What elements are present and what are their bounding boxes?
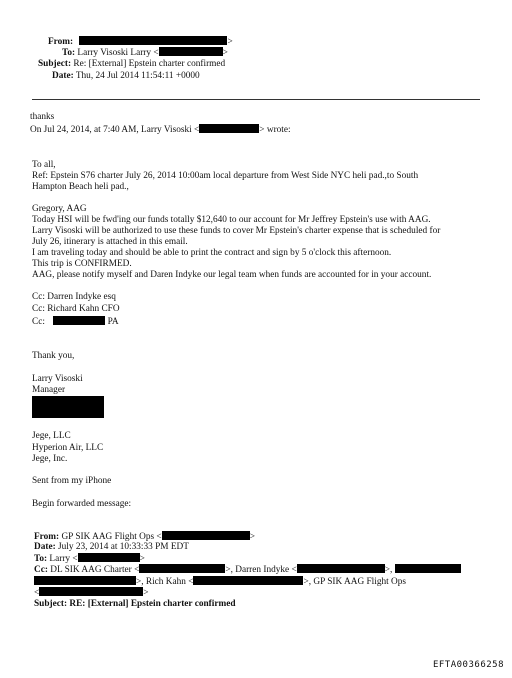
reply-quote-wrote: > wrote: <box>259 125 291 135</box>
signature-name: Larry Visoski <box>32 374 83 384</box>
redaction-box <box>297 564 385 573</box>
redaction-box <box>162 531 250 540</box>
redaction-box <box>199 124 259 133</box>
header-from-gt: > <box>227 37 233 47</box>
company-2: Hyperion Air, LLC <box>32 443 104 453</box>
body-p3: July 26, itinerary is attached in this email. <box>32 237 188 247</box>
fwd-cc-gp: >, GP SIK AAG Flight Ops <box>303 577 407 587</box>
header-to-gt: > <box>222 48 228 58</box>
signature-redaction <box>32 396 104 421</box>
fwd-cc <box>34 564 461 576</box>
reply-thanks: thanks <box>30 112 55 122</box>
fwd-cc-lt: < <box>34 588 40 598</box>
header-date-value: Thu, 24 Jul 2014 11:54:11 +0000 <box>75 71 200 81</box>
fwd-cc-rich: >, Rich Kahn < <box>136 577 194 587</box>
body-cc2: Cc: Richard Kahn CFO <box>32 304 120 314</box>
begin-forwarded: Begin forwarded message: <box>32 499 132 509</box>
fwd-from-gt: > <box>249 532 255 542</box>
body-ref-line1: Ref: Epstein S76 charter July 26, 2014 10:00am local departure from West Side NYC heli pad.,to South <box>32 171 419 181</box>
body-cc3-label: Cc: <box>32 317 45 327</box>
redaction-box <box>53 316 105 325</box>
body-greeting: To all, <box>32 160 56 170</box>
fwd-from-label: From: <box>34 532 60 542</box>
body-cc3-suffix: PA <box>107 317 119 327</box>
header-subject-value: Re: [External] Epstein charter confirmed <box>73 59 226 69</box>
body-cc3 <box>32 316 119 328</box>
reply-quote-line <box>30 124 291 136</box>
fwd-from-value: GP SIK AAG Flight Ops < <box>61 532 162 542</box>
header-from-label: From: <box>48 37 74 47</box>
fwd-subject <box>34 599 236 610</box>
header-subject-label: Subject: <box>38 59 72 69</box>
redaction-box <box>78 553 140 562</box>
redaction-box <box>139 564 225 573</box>
header-subject <box>38 59 225 70</box>
fwd-subject-value: RE: [External] Epstein charter confirmed <box>69 599 236 609</box>
fwd-cc-gt: > <box>143 588 149 598</box>
fwd-cc-value: DL SIK AAG Charter < <box>50 565 140 575</box>
document-id: EFTA00366258 <box>432 660 504 670</box>
redaction-box <box>193 576 303 585</box>
header-to-label: To: <box>62 48 76 58</box>
fwd-subject-label: Subject: <box>34 599 68 609</box>
body-addressee: Gregory, AAG <box>32 204 87 214</box>
fwd-cc-comma: >, <box>384 565 393 575</box>
header-divider <box>32 99 480 100</box>
redaction-box <box>395 564 461 573</box>
header-date-label: Date: <box>52 71 74 81</box>
sent-from: Sent from my iPhone <box>32 476 112 486</box>
redaction-box <box>34 576 136 585</box>
body-p1: Today HSI will be fwd'ing our funds totally $12,640 to our account for Mr Jeffrey Epstein's use with AAG. <box>32 215 431 225</box>
company-3: Jege, Inc. <box>32 454 68 464</box>
redaction-box <box>32 396 104 418</box>
body-p6: AAG, please notify myself and Daren Indyke our legal team when funds are accounted for in your account. <box>32 270 432 280</box>
fwd-to-value: Larry < <box>49 554 78 564</box>
body-thank-you: Thank you, <box>32 351 75 361</box>
fwd-date-label: Date: <box>34 542 56 552</box>
fwd-date-value: July 23, 2014 at 10:33:33 PM EDT <box>58 542 189 552</box>
header-to-value: Larry Visoski Larry < <box>77 48 159 58</box>
header-to <box>62 47 228 59</box>
fwd-to-gt: > <box>139 554 145 564</box>
redaction-box <box>79 36 227 45</box>
body-cc1: Cc: Darren Indyke esq <box>32 292 116 302</box>
body-ref-line2: Hampton Beach heli pad., <box>32 182 129 192</box>
fwd-cc-label: Cc: <box>34 565 48 575</box>
body-p5: This trip is CONFIRMED. <box>32 259 132 269</box>
company-1: Jege, LLC <box>32 431 71 441</box>
body-p4: I am traveling today and should be able to print the contract and sign by 5 o'clock this afternoon. <box>32 248 392 258</box>
header-date <box>52 71 200 82</box>
fwd-cc-cont2 <box>34 587 149 599</box>
body-p2: Larry Visoski will be authorized to use these funds to cover Mr Epstein's charter expense that is scheduled for <box>32 226 441 236</box>
redaction-box <box>39 587 143 596</box>
signature-title: Manager <box>32 385 66 395</box>
redaction-box <box>159 47 223 56</box>
fwd-to-label: To: <box>34 554 48 564</box>
fwd-cc-darren: >, Darren Indyke < <box>225 565 297 575</box>
fwd-date <box>34 542 189 553</box>
reply-quote-intro: On Jul 24, 2014, at 7:40 AM, Larry Visoski < <box>30 125 200 135</box>
